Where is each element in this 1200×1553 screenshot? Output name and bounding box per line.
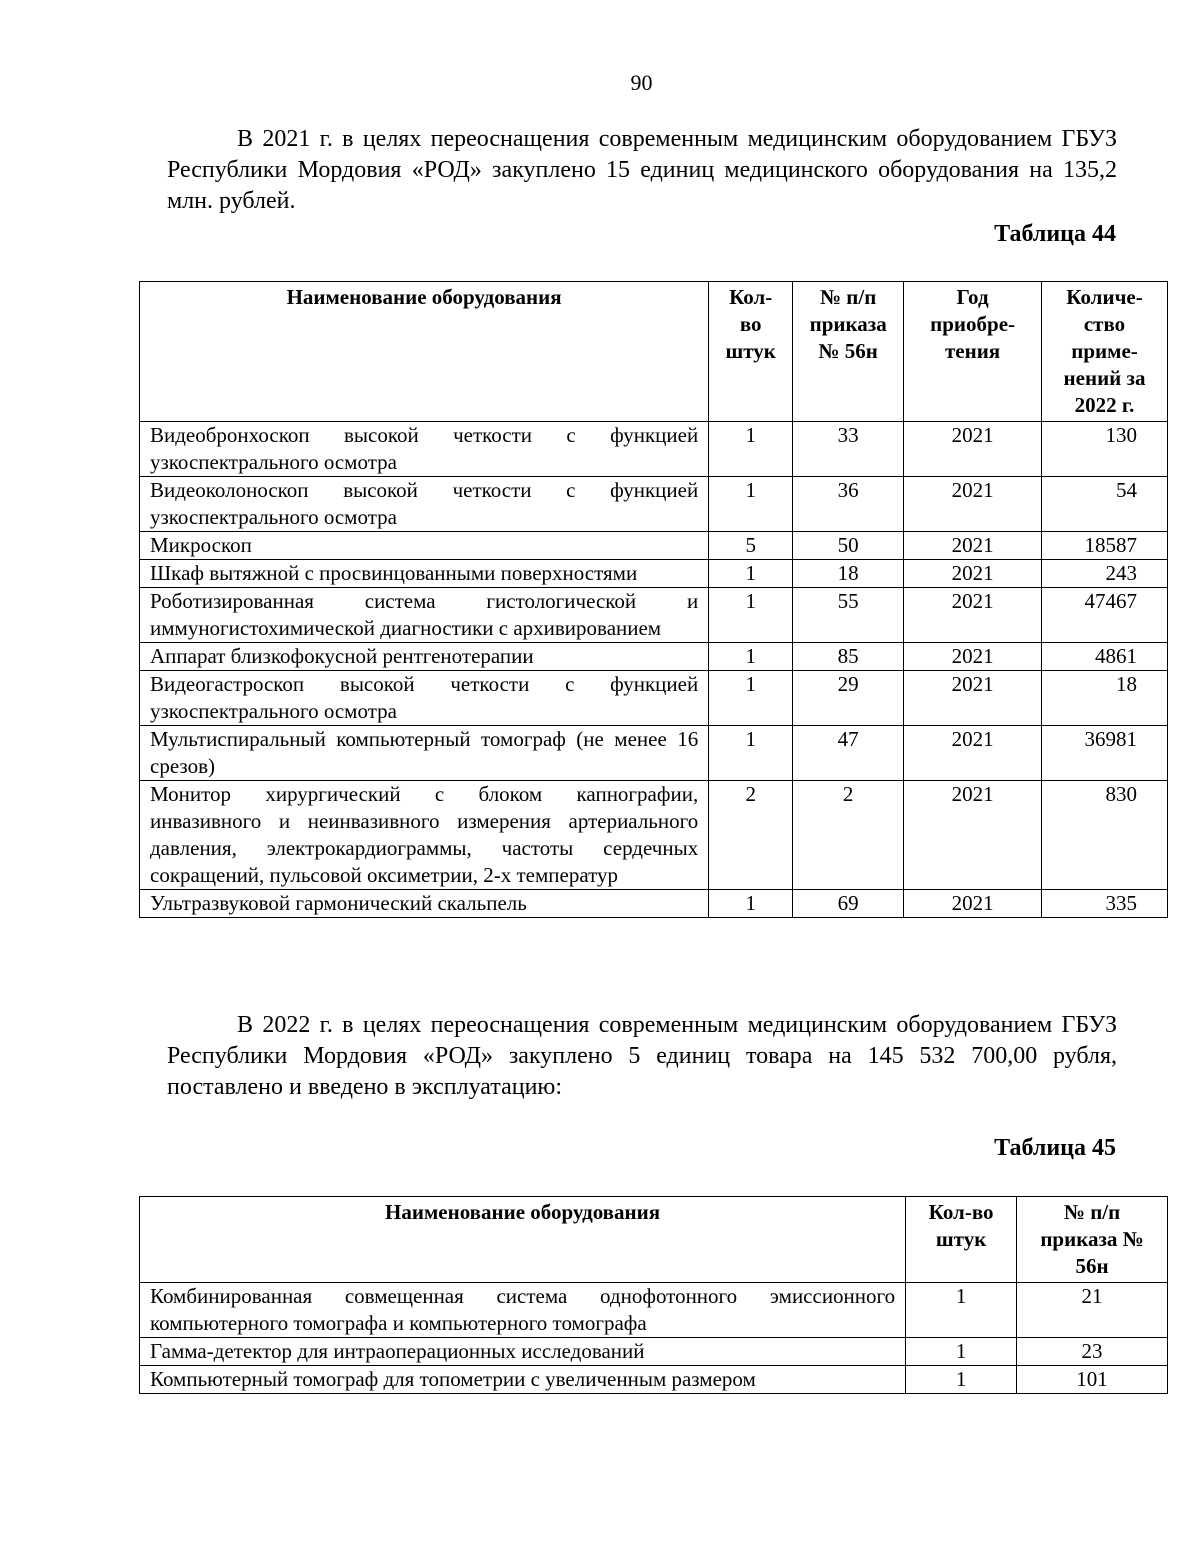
year-cell: 2021 (904, 560, 1042, 588)
paragraph-2021: В 2021 г. в целях переоснащения современным медицинским оборудованием ГБУЗ Республики Мордовия «РОД» закуплено 15 единиц медицинского оборудования на 135,2 млн. рублей. (167, 126, 1117, 214)
qty-cell: 1 (906, 1283, 1017, 1338)
qty-cell: 5 (709, 532, 793, 560)
table-45-caption: Таблица 45 (994, 1135, 1116, 1161)
equipment-name: Комбинированная совмещенная система однофотонного эмиссионного компьютерного томографа и компьютерного томографа (140, 1283, 906, 1338)
table-row (140, 671, 1168, 726)
uses-cell: 243 (1042, 560, 1168, 588)
table-row (140, 643, 1168, 671)
header-name: Наименование оборудования (140, 1197, 906, 1283)
table-row (140, 726, 1168, 781)
order-cell: 29 (793, 671, 904, 726)
order-cell: 23 (1017, 1338, 1168, 1366)
equipment-name: Аппарат близкофокусной рентгенотерапии (140, 643, 709, 671)
qty-cell: 1 (906, 1338, 1017, 1366)
table-row (140, 1338, 1168, 1366)
year-cell: 2021 (904, 588, 1042, 643)
header-order: № п/п приказа № 56н (793, 282, 904, 422)
year-cell: 2021 (904, 726, 1042, 781)
year-cell: 2021 (904, 781, 1042, 890)
equipment-name: Роботизированная система гистологической и иммуногистохимической диагностики с архивированием (140, 588, 709, 643)
equipment-name: Компьютерный томограф для топометрии с увеличенным размером (140, 1366, 906, 1394)
year-cell: 2021 (904, 890, 1042, 918)
equipment-name: Видеобронхоскоп высокой четкости с функцией узкоспектрального осмотра (140, 422, 709, 477)
table-44-header-row (140, 282, 1168, 422)
order-cell: 33 (793, 422, 904, 477)
header-name: Наименование оборудования (140, 282, 709, 422)
header-uses: Количе-ство приме-нений за 2022 г. (1042, 282, 1168, 422)
equipment-name: Монитор хирургический с блоком капнографии, инвазивного и неинвазивного измерения артериального давления, электрокардиограммы, частоты сердечных сокращений, пульсовой оксиметрии, 2-х температур (140, 781, 709, 890)
uses-cell: 36981 (1042, 726, 1168, 781)
equipment-name: Гамма-детектор для интраоперационных исследований (140, 1338, 906, 1366)
table-row (140, 588, 1168, 643)
order-cell: 69 (793, 890, 904, 918)
header-order: № п/п приказа № 56н (1017, 1197, 1168, 1283)
paragraph-2022: В 2022 г. в целях переоснащения современным медицинским оборудованием ГБУЗ Республики Мордовия «РОД» закуплено 5 единиц товара на 145 532 700,00 рубля, поставлено и введено в эксплуатацию: (167, 1012, 1117, 1100)
qty-cell: 1 (709, 671, 793, 726)
order-cell: 18 (793, 560, 904, 588)
uses-cell: 4861 (1042, 643, 1168, 671)
table-row (140, 477, 1168, 532)
order-cell: 2 (793, 781, 904, 890)
equipment-name: Мультиспиральный компьютерный томограф (не менее 16 срезов) (140, 726, 709, 781)
header-year: Год приобре-тения (904, 282, 1042, 422)
qty-cell: 1 (709, 560, 793, 588)
order-cell: 21 (1017, 1283, 1168, 1338)
qty-cell: 2 (709, 781, 793, 890)
order-cell: 101 (1017, 1366, 1168, 1394)
qty-cell: 1 (709, 422, 793, 477)
uses-cell: 47467 (1042, 588, 1168, 643)
order-cell: 50 (793, 532, 904, 560)
table-row (140, 532, 1168, 560)
year-cell: 2021 (904, 532, 1042, 560)
table-row (140, 890, 1168, 918)
uses-cell: 18 (1042, 671, 1168, 726)
equipment-name: Видеогастроскоп высокой четкости с функцией узкоспектрального осмотра (140, 671, 709, 726)
table-44 (139, 281, 1168, 918)
table-row (140, 1283, 1168, 1338)
table-45-header-row (140, 1197, 1168, 1283)
uses-cell: 830 (1042, 781, 1168, 890)
order-cell: 47 (793, 726, 904, 781)
equipment-name: Ультразвуковой гармонический скальпель (140, 890, 709, 918)
page-number: 90 (630, 70, 653, 95)
equipment-name: Видеоколоноскоп высокой четкости с функцией узкоспектрального осмотра (140, 477, 709, 532)
order-cell: 55 (793, 588, 904, 643)
order-cell: 85 (793, 643, 904, 671)
equipment-name: Шкаф вытяжной с просвинцованными поверхностями (140, 560, 709, 588)
header-qty: Кол-во штук (709, 282, 793, 422)
equipment-name: Микроскоп (140, 532, 709, 560)
qty-cell: 1 (709, 890, 793, 918)
qty-cell: 1 (906, 1366, 1017, 1394)
year-cell: 2021 (904, 477, 1042, 532)
header-qty: Кол-во штук (906, 1197, 1017, 1283)
table-44-caption: Таблица 44 (994, 221, 1116, 247)
table-row (140, 1366, 1168, 1394)
uses-cell: 130 (1042, 422, 1168, 477)
qty-cell: 1 (709, 726, 793, 781)
table-row (140, 422, 1168, 477)
table-row (140, 781, 1168, 890)
qty-cell: 1 (709, 588, 793, 643)
qty-cell: 1 (709, 643, 793, 671)
order-cell: 36 (793, 477, 904, 532)
uses-cell: 335 (1042, 890, 1168, 918)
uses-cell: 54 (1042, 477, 1168, 532)
year-cell: 2021 (904, 422, 1042, 477)
table-45 (139, 1196, 1168, 1394)
qty-cell: 1 (709, 477, 793, 532)
uses-cell: 18587 (1042, 532, 1168, 560)
table-row (140, 560, 1168, 588)
year-cell: 2021 (904, 671, 1042, 726)
year-cell: 2021 (904, 643, 1042, 671)
